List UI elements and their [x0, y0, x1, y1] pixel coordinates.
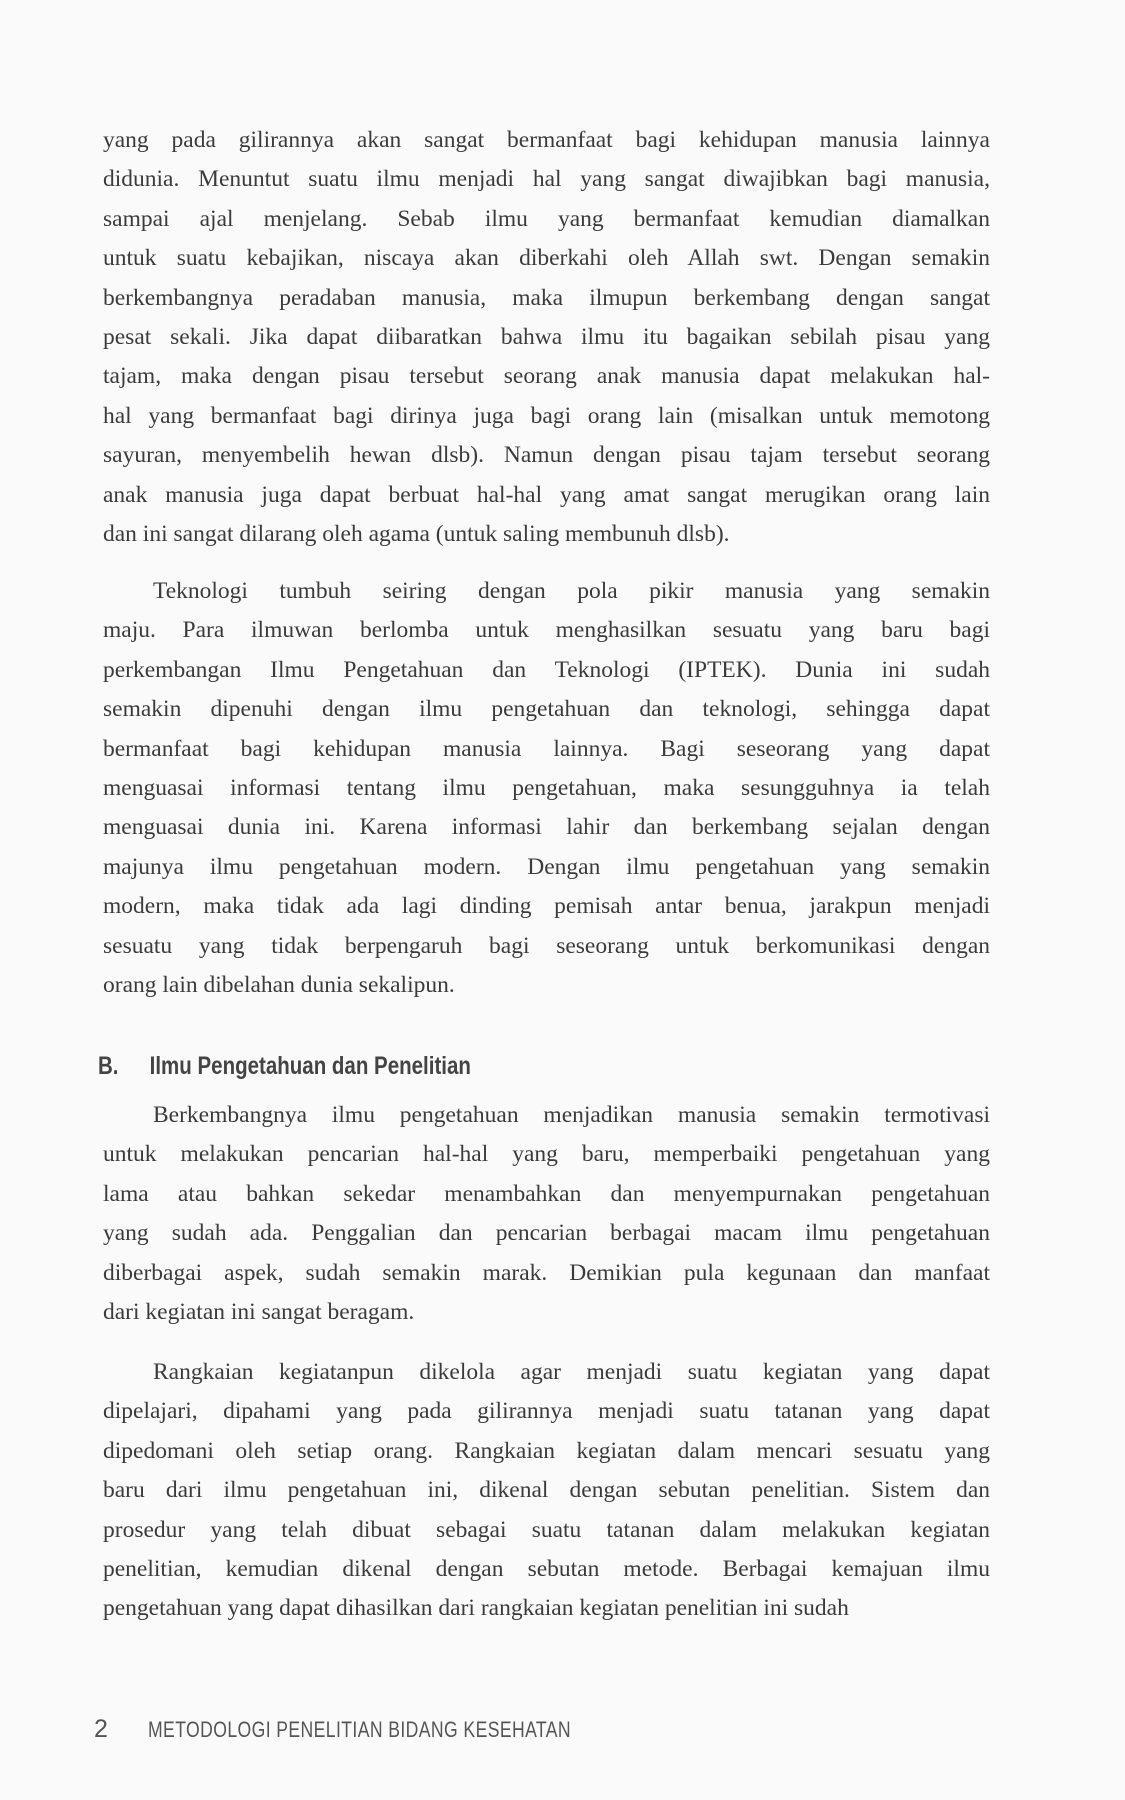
text-line: berkembangnya peradaban manusia, maka ilmupun berkembang dengan sangat [103, 284, 990, 311]
text-line: pesat sekali. Jika dapat diibaratkan bahwa ilmu itu bagaikan sebilah pisau yang [103, 323, 990, 350]
section-title: Ilmu Pengetahuan dan Penelitian [149, 1052, 471, 1080]
text-line: yang sudah ada. Penggalian dan pencarian berbagai macam ilmu pengetahuan [103, 1220, 990, 1247]
text-line: tajam, maka dengan pisau tersebut seorang anak manusia dapat melakukan hal- [103, 363, 990, 390]
text-line: dan ini sangat dilarang oleh agama (untuk saling membunuh dlsb). [103, 520, 730, 547]
text-line: dipelajari, dipahami yang pada gilirannya menjadi suatu tatanan yang dapat [103, 1398, 990, 1425]
text-line: didunia. Menuntut suatu ilmu menjadi hal yang sangat diwajibkan bagi manusia, [103, 166, 990, 193]
text-line: Berkembangnya ilmu pengetahuan menjadikan manusia semakin termotivasi [153, 1102, 990, 1128]
text-line: penelitian, kemudian dikenal dengan sebutan metode. Berbagai kemajuan ilmu [103, 1555, 990, 1582]
text-line: bermanfaat bagi kehidupan manusia lainnya. Bagi seseorang yang dapat [103, 735, 990, 762]
running-title: METODOLOGI PENELITIAN BIDANG KESEHATAN [148, 1717, 572, 1742]
text-line: hal yang bermanfaat bagi dirinya juga bagi orang lain (misalkan untuk memotong [103, 402, 990, 429]
text-line: dipedomani oleh setiap orang. Rangkaian kegiatan dalam mencari sesuatu yang [103, 1437, 990, 1464]
text-line: lama atau bahkan sekedar menambahkan dan menyempurnakan pengetahuan [103, 1180, 990, 1207]
page-number: 2 [94, 1715, 108, 1743]
text-line: yang pada gilirannya akan sangat bermanfaat bagi kehidupan manusia lainnya [103, 127, 990, 153]
text-line: semakin dipenuhi dengan ilmu pengetahuan dan teknologi, sehingga dapat [103, 696, 990, 723]
text-line: majunya ilmu pengetahuan modern. Dengan ilmu pengetahuan yang semakin [103, 853, 990, 880]
page-footer [94, 1714, 677, 1744]
paragraph-4 [103, 1353, 990, 1629]
paragraph-1 [103, 121, 990, 554]
text-line: Rangkaian kegiatanpun dikelola agar menjadi suatu kegiatan yang dapat [153, 1359, 990, 1385]
text-line: sesuatu yang tidak berpengaruh bagi seseorang untuk berkomunikasi dengan [103, 932, 990, 959]
text-line: modern, maka tidak ada lagi dinding pemisah antar benua, jarakpun menjadi [103, 893, 990, 920]
text-line: orang lain dibelahan dunia sekalipun. [103, 971, 455, 998]
text-line: sayuran, menyembelih hewan dlsb). Namun dengan pisau tajam tersebut seorang [103, 442, 990, 469]
text-line: prosedur yang telah dibuat sebagai suatu tatanan dalam melakukan kegiatan [103, 1516, 990, 1543]
text-line: maju. Para ilmuwan berlomba untuk menghasilkan sesuatu yang baru bagi [103, 617, 990, 644]
paragraph-3 [103, 1096, 990, 1332]
text-line: diberbagai aspek, sudah semakin marak. Demikian pula kegunaan dan manfaat [103, 1259, 990, 1286]
text-line: perkembangan Ilmu Pengetahuan dan Teknologi (IPTEK). Dunia ini sudah [103, 656, 990, 683]
text-line: sampai ajal menjelang. Sebab ilmu yang bermanfaat kemudian diamalkan [103, 205, 990, 232]
text-line: baru dari ilmu pengetahuan ini, dikenal dengan sebutan penelitian. Sistem dan [103, 1477, 990, 1504]
text-line: untuk melakukan pencarian hal-hal yang baru, memperbaiki pengetahuan yang [103, 1141, 990, 1168]
section-heading [98, 1050, 471, 1082]
text-line: Teknologi tumbuh seiring dengan pola pikir manusia yang semakin [153, 578, 990, 604]
text-line: menguasai dunia ini. Karena informasi lahir dan berkembang sejalan dengan [103, 814, 990, 841]
section-number: B. [98, 1052, 119, 1080]
text-line: anak manusia juga dapat berbuat hal-hal yang amat sangat merugikan orang lain [103, 481, 990, 508]
text-line: menguasai informasi tentang ilmu pengetahuan, maka sesungguhnya ia telah [103, 774, 990, 801]
text-line: pengetahuan yang dapat dihasilkan dari rangkaian kegiatan penelitian ini sudah [103, 1595, 849, 1622]
text-line: dari kegiatan ini sangat beragam. [103, 1298, 415, 1325]
text-line: untuk suatu kebajikan, niscaya akan diberkahi oleh Allah swt. Dengan semakin [103, 245, 990, 272]
paragraph-2 [103, 572, 990, 1005]
